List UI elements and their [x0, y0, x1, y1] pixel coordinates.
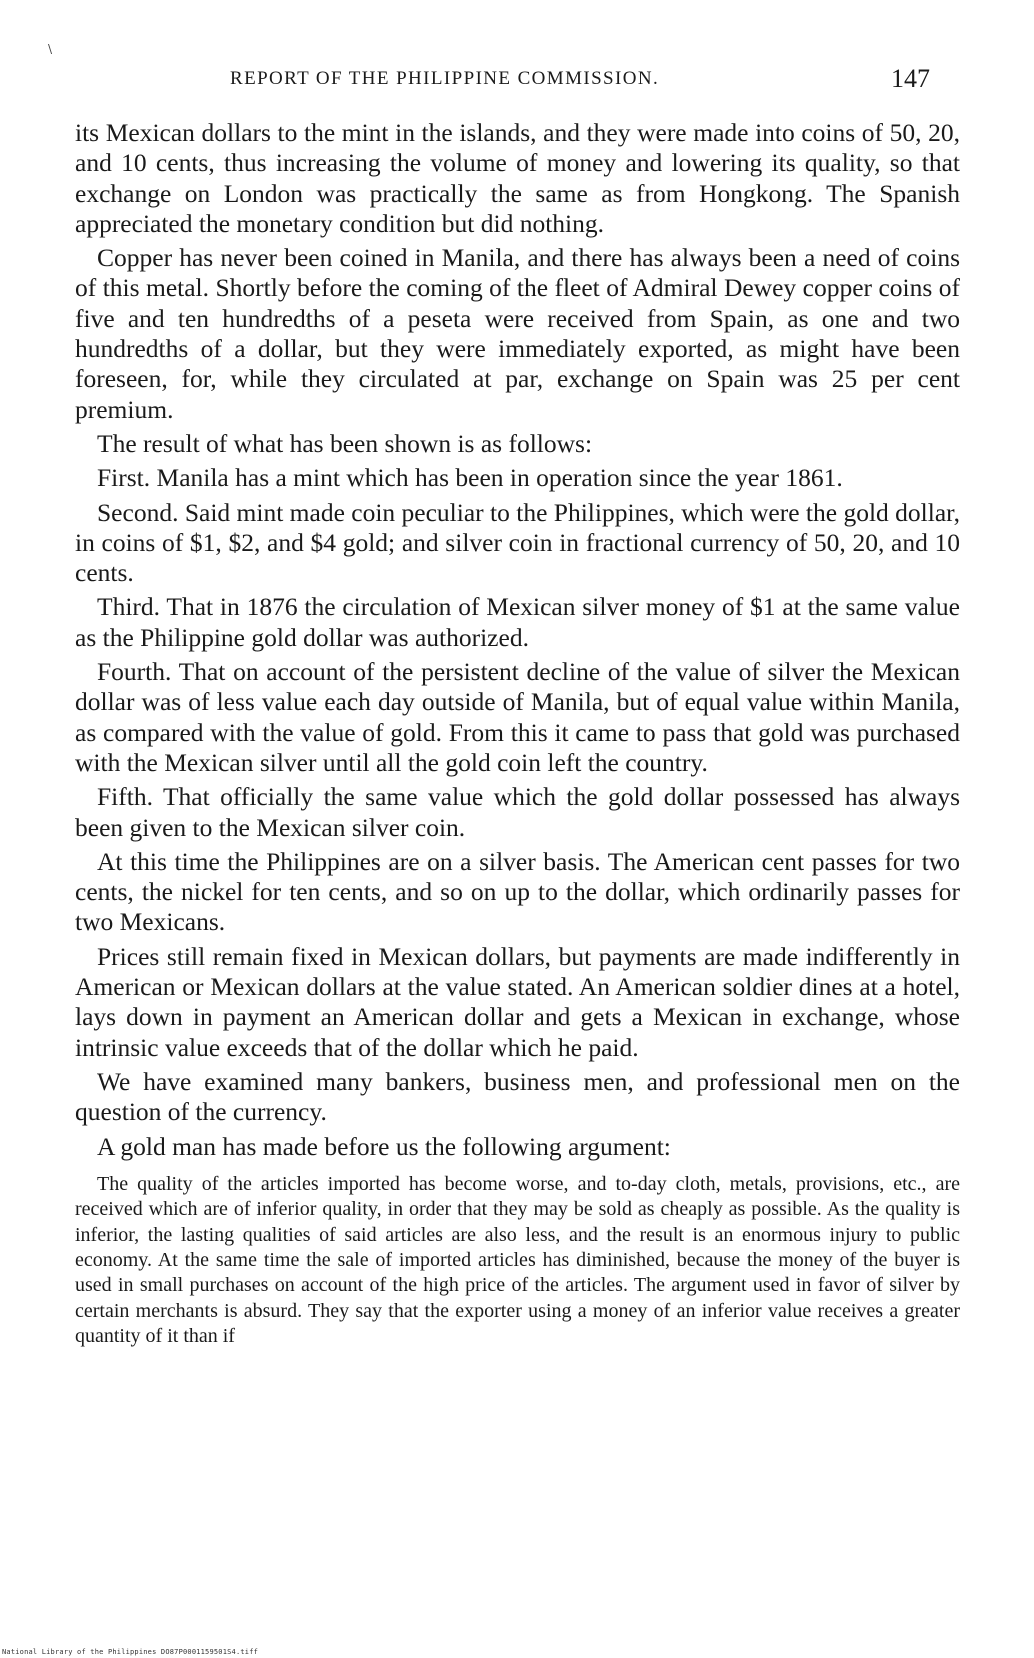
paragraph: We have examined many bankers, business men, and professional men on the question of the currency.	[75, 1066, 960, 1127]
paragraph: Third. That in 1876 the circulation of Mexican silver money of $1 at the same value as the Philippine gold dollar was authorized.	[75, 592, 960, 652]
paragraph: Second. Said mint made coin peculiar to the Philippines, which were the gold dollar, in coins of $1, $2, and $4 gold; and silver coin in fractional currency of 50, 20, and 10 cents.	[75, 497, 960, 588]
corner-mark: \	[48, 42, 53, 56]
quote-paragraph: The quality of the articles imported has become worse, and to-day cloth, metals, provisions, etc., are received which are of inferior quality, in order that they may be sold as cheaply as possible. As the quality is inferior, the lasting qualities of said articles are also less, and the result is an enormous injury to public economy. At the same time the sale of imported articles has diminished, because the money of the buyer is used in small purchases on account of the high price of the articles. The argument used in favor of silver by certain merchants is absurd. They say that the exporter using a money of an inferior value receives a greater quantity of it than if	[75, 1172, 960, 1348]
paragraph: Copper has never been coined in Manila, and there has always been a need of coins of this metal. Shortly before the coming of the fleet of Admiral Dewey copper coins of five and ten hundredths of a peseta were received from Spain, as one and two hundredths of a dollar, but they were immediately exported, as might have been foreseen, for, while they circulated at par, exchange on Spain was 25 per cent premium.	[75, 243, 960, 424]
quoted-argument	[75, 1172, 960, 1350]
paragraph: The result of what has been shown is as follows:	[97, 428, 593, 458]
page-number: 147	[891, 64, 930, 93]
body-text	[75, 118, 960, 1350]
running-head: REPORT OF THE PHILIPPINE COMMISSION.	[230, 68, 660, 89]
paragraph: Fifth. That officially the same value which the gold dollar possessed has always been given to the Mexican silver coin.	[75, 782, 960, 842]
paragraph: A gold man has made before us the following argument:	[97, 1131, 671, 1161]
page-header	[230, 64, 930, 94]
paragraph-continuation: its Mexican dollars to the mint in the islands, and they were made into coins of 50, 20, and 10 cents, thus increasing the volume of money and lowering its quality, so that exchange on London was practically the same as from Hongkong. The Spanish appreciated the monetary condition but did nothing.	[75, 118, 960, 238]
paragraph: First. Manila has a mint which has been in operation since the year 1861.	[97, 463, 843, 493]
footer-source-line: National Library of the Philippines DO87P0001159501S4.tiff	[2, 1648, 259, 1656]
paragraph: Prices still remain fixed in Mexican dollars, but payments are made indifferently in American or Mexican dollars at the value stated. An American soldier dines at a hotel, lays down in payment an American dollar and gets a Mexican in exchange, whose intrinsic value exceeds that of the dollar which he paid.	[75, 941, 960, 1062]
paragraph: At this time the Philippines are on a silver basis. The American cent passes for two cents, the nickel for ten cents, and so on up to the dollar, which ordinarily passes for two Mexicans.	[75, 846, 960, 937]
paragraph: Fourth. That on account of the persistent decline of the value of silver the Mexican dollar was of less value each day outside of Manila, but of equal value within Manila, as compared with the value of gold. From this it came to pass that gold was purchased with the Mexican silver until all the gold coin left the country.	[75, 657, 960, 777]
